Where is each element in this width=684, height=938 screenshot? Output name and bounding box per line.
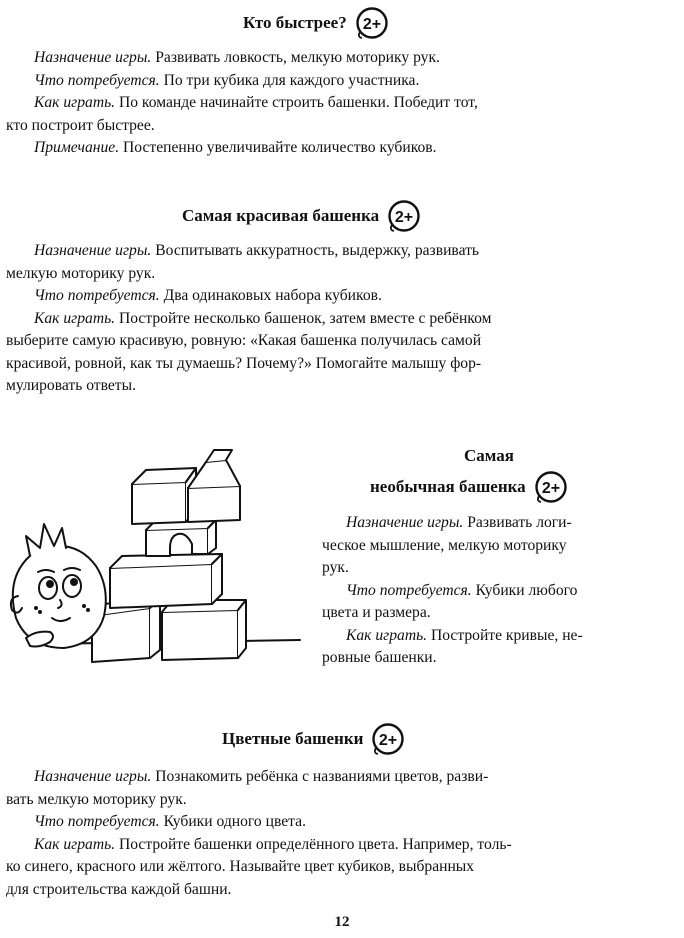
paragraph-line: Назначение игры. Воспитывать аккуратность, выдержку, развивать [34,242,480,259]
page-number: 12 [334,914,350,930]
section-title-line1: Самая [464,446,514,465]
age-badge-icon [534,470,568,504]
age-badge-icon [371,722,405,756]
paragraph-line: Назначение игры. Развивать ловкость, мелкую моторику рук. [34,49,440,66]
paragraph-line: мулировать ответы. [6,377,136,394]
section-title: Цветные башенки [222,729,364,748]
age-badge-text: 2+ [362,16,381,33]
paragraph-line: Примечание. Постепенно увеличивайте количество кубиков. [34,139,437,156]
paragraph-line: выберите самую красивую, ровную: «Какая башенка получилась самой [6,332,482,349]
paragraph-line: рук. [322,559,349,576]
section-heading-who-faster [243,6,389,40]
section-title: Самая красивая башенка [182,206,380,225]
section-heading-most-beautiful [182,199,421,233]
paragraph-line: Назначение игры. Развивать логи- [346,514,572,531]
section-heading-unusual-line1 [464,446,514,466]
age-badge-text: 2+ [541,480,560,497]
paragraph-line: Как играть. Постройте башенки определённого цвета. Например, толь- [34,835,512,853]
paragraph-line: Что потребуется. Кубики одного цвета. [34,813,306,830]
section-title: Кто быстрее? [243,13,347,32]
section-title-line2: необычная башенка [370,477,526,496]
paragraph-line: ческое мышление, мелкую моторику [322,536,567,554]
paragraph-line: красивой, ровной, как ты думаешь? Почему?» Помогайте малышу фор- [6,354,482,372]
paragraph-line: Что потребуется. Кубики любого [346,581,578,599]
section-heading-unusual-line2 [370,470,568,504]
paragraph-line: для строительства каждой башни. [6,880,232,898]
paragraph-line: Как играть. Постройте кривые, не- [346,626,583,644]
section-heading-colored [222,722,405,756]
section-body [6,240,672,398]
section-body [322,512,672,670]
paragraph-line: мелкую моторику рук. [6,264,156,282]
age-badge-text: 2+ [395,209,414,226]
section-body [6,766,672,901]
paragraph-line: Как играть. Постройте несколько башенок, затем вместе с ребёнком [34,309,492,327]
paragraph-line: Что потребуется. Два одинаковых набора кубиков. [34,287,382,304]
age-badge-icon [387,199,421,233]
paragraph-line: Как играть. По команде начинайте строить башенки. Победит тот, [34,94,478,111]
child-with-blocks-illustration [0,448,320,668]
section-body [6,47,672,160]
age-badge-text: 2+ [379,732,398,749]
paragraph-line: Что потребуется. По три кубика для каждого участника. [34,71,420,89]
paragraph-line: ровные башенки. [322,649,437,666]
paragraph-line: вать мелкую моторику рук. [6,790,187,808]
paragraph-line: ко синего, красного или жёлтого. Называйте цвет кубиков, выбранных [6,858,475,875]
age-badge-icon [355,6,389,40]
paragraph-line: цвета и размера. [322,604,431,621]
paragraph-line: кто построит быстрее. [6,116,155,134]
paragraph-line: Назначение игры. Познакомить ребёнка с названиями цветов, разви- [34,768,489,785]
